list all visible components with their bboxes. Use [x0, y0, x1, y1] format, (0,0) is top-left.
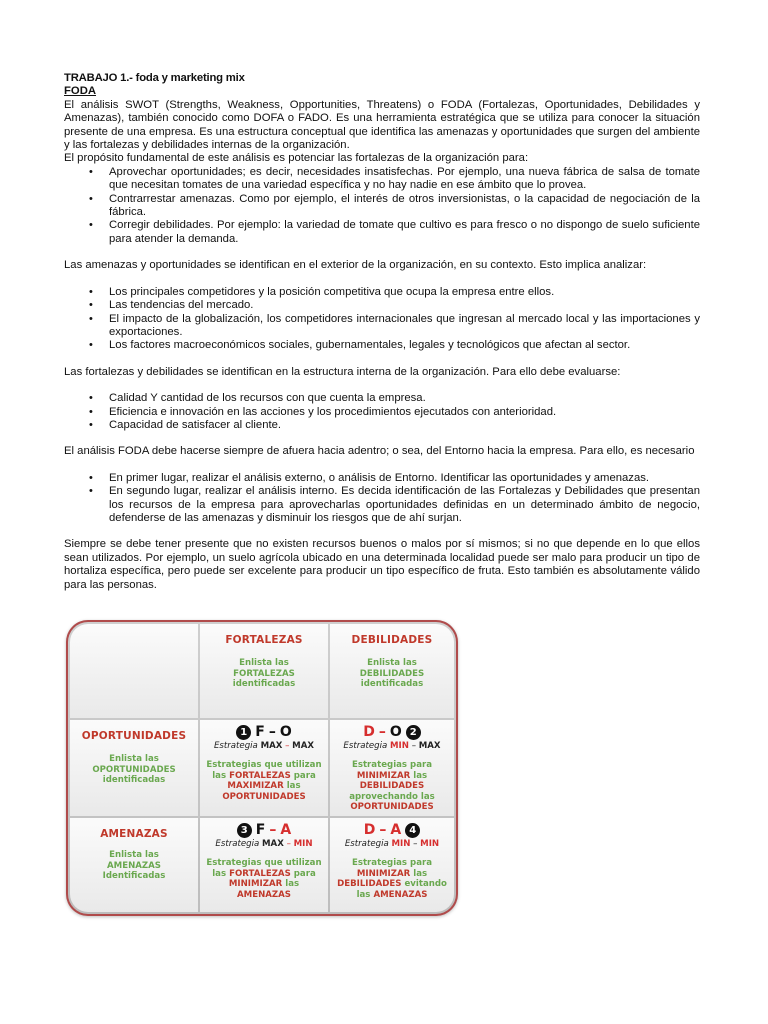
- da-strategy-cell: [330, 818, 454, 912]
- fortalezas-heading: FORTALEZAS: [225, 634, 303, 646]
- fo-code: 1 F – O: [200, 724, 328, 740]
- do-code: D – O 2: [330, 724, 454, 740]
- fa-strategy-cell: [200, 818, 328, 912]
- amenazas-heading: AMENAZAS: [100, 828, 168, 840]
- number-four-icon: 4: [405, 823, 420, 838]
- purpose-list: [64, 166, 700, 246]
- amenazas-description: Enlista las AMENAZAS Identificadas: [102, 850, 166, 882]
- foda-matrix: [66, 620, 458, 916]
- amenazas-header-cell: [70, 818, 198, 912]
- number-two-icon: 2: [406, 725, 421, 740]
- list-item: • Corregir debilidades. Por ejemplo: la variedad de tomate que cultivo es para fresco o no dispongo de suelo suficiente para atender la demanda.: [109, 219, 700, 246]
- paragraph-internal: Las fortalezas y debilidades se identifican en la estructura interna de la organización. Para ello debe evaluarse:: [64, 365, 621, 378]
- fa-strategy-text: Estrategias que utilizan las FORTALEZAS para MINIMIZAR las AMENAZAS: [206, 858, 322, 900]
- list-item: • Los factores macroeconómicos sociales, gubernamentales, legales y tecnológicos que afectan al sector.: [109, 339, 700, 352]
- fo-strategy-label: Estrategia MAX – MAX: [213, 741, 315, 751]
- matrix-corner: [70, 624, 198, 718]
- paragraph-resources: Siempre se debe tener presente que no existen recursos buenos o malos por sí mismos; si no que depende en lo que ellos sean utilizados. Por ejemplo, un suelo agrícola ubicado en una determinada localidad puede ser malo para producir un tipo de hortaliza específica, pero puede ser excelente para producir un tipo específico de fruta. Esto también es absolutamente válido para las personas.: [64, 538, 700, 591]
- do-strategy-text: Estrategias para MINIMIZAR las DEBILIDADES aprovechando las OPORTUNIDADES: [349, 760, 435, 813]
- fa-code: 3 F – A: [200, 822, 328, 838]
- paragraph-external: Las amenazas y oportunidades se identifican en el exterior de la organización, en su contexto. Esto implica analizar:: [64, 259, 647, 272]
- list-item: • Calidad Y cantidad de los recursos con que cuenta la empresa.: [109, 392, 700, 405]
- paragraph-intro: El análisis SWOT (Strengths, Weakness, Opportunities, Threatens) o FODA (Fortalezas, Oportunidades, Debilidades y Amenazas), también conocido como DOFA o FADO. Es una herramienta estratégica que se utiliza para conocer la situación presente de una empresa. Es una estructura conceptual que identifica las amenazas y oportunidades que surgen del ambiente y las fortalezas y debilidades internas de la organización.: [64, 98, 700, 152]
- document-title: TRABAJO 1.- foda y marketing mix: [64, 72, 245, 84]
- da-strategy-label: Estrategia MIN – MIN: [344, 839, 440, 849]
- do-strategy-label: Estrategia MIN – MAX: [343, 741, 441, 751]
- debilidades-heading: DEBILIDADES: [351, 634, 433, 646]
- do-strategy-cell: [330, 720, 454, 816]
- number-three-icon: 3: [237, 823, 252, 838]
- list-item: • Aprovechar oportunidades; es decir, necesidades insatisfechas. Por ejemplo, una nueva fábrica de salsa de tomate que necesitan tomates de una variedad específica y no hay nadie en ese ámbito que lo provea.: [109, 166, 700, 193]
- oportunidades-description: Enlista las OPORTUNIDADES identificadas: [92, 754, 176, 786]
- fortalezas-header-cell: [200, 624, 328, 718]
- paragraph-purpose: El propósito fundamental de este análisis es potenciar las fortalezas de la organización para:: [64, 152, 529, 165]
- oportunidades-heading: OPORTUNIDADES: [81, 730, 187, 742]
- debilidades-description: Enlista las DEBILIDADES identificadas: [359, 658, 425, 690]
- number-one-icon: 1: [236, 725, 251, 740]
- fa-strategy-label: Estrategia MAX – MIN: [215, 839, 313, 849]
- paragraph-order: El análisis FODA debe hacerse siempre de afuera hacia adentro; o sea, del Entorno hacia la empresa. Para ello, es necesario: [64, 445, 695, 458]
- internal-list: [64, 392, 700, 432]
- fo-strategy-text: Estrategias que utilizan las FORTALEZAS para MAXIMIZAR las OPORTUNIDADES: [206, 760, 322, 802]
- list-item: • En segundo lugar, realizar el análisis interno. Es decida identificación de las Fortalezas y Debilidades que presentan los recursos de la empresa para aprovecharlas oportunidades definidas en un determinado ámbito de negocio, defenderse de las amenazas y disminuir los riesgos que de ahí surjan.: [109, 485, 700, 525]
- order-list: [64, 472, 700, 526]
- section-heading: FODA: [64, 85, 97, 98]
- external-list: [64, 286, 700, 353]
- debilidades-header-cell: [330, 624, 454, 718]
- list-item: • Las tendencias del mercado.: [109, 299, 700, 312]
- list-item: • Eficiencia e innovación en las acciones y los procedimientos ejecutados con anterioridad.: [109, 406, 700, 419]
- fo-strategy-cell: [200, 720, 328, 816]
- da-strategy-text: Estrategias para MINIMIZAR las DEBILIDADES evitando las AMENAZAS: [337, 858, 447, 900]
- da-code: D – A 4: [330, 822, 454, 838]
- list-item: • El impacto de la globalización, los competidores internacionales que ingresan al mercado local y las importaciones y exportaciones.: [109, 313, 700, 340]
- list-item: • Contrarrestar amenazas. Como por ejemplo, el interés de otros inversionistas, o la capacidad de negociación de la fábrica.: [109, 193, 700, 220]
- oportunidades-header-cell: [70, 720, 198, 816]
- list-item: • Capacidad de satisfacer al cliente.: [109, 419, 700, 432]
- fortalezas-description: Enlista las FORTALEZAS identificadas: [232, 658, 296, 690]
- list-item: • Los principales competidores y la posición competitiva que ocupa la empresa entre ellos.: [109, 286, 700, 299]
- list-item: • En primer lugar, realizar el análisis externo, o análisis de Entorno. Identificar las oportunidades y amenazas.: [109, 472, 700, 485]
- document-body: [64, 72, 700, 592]
